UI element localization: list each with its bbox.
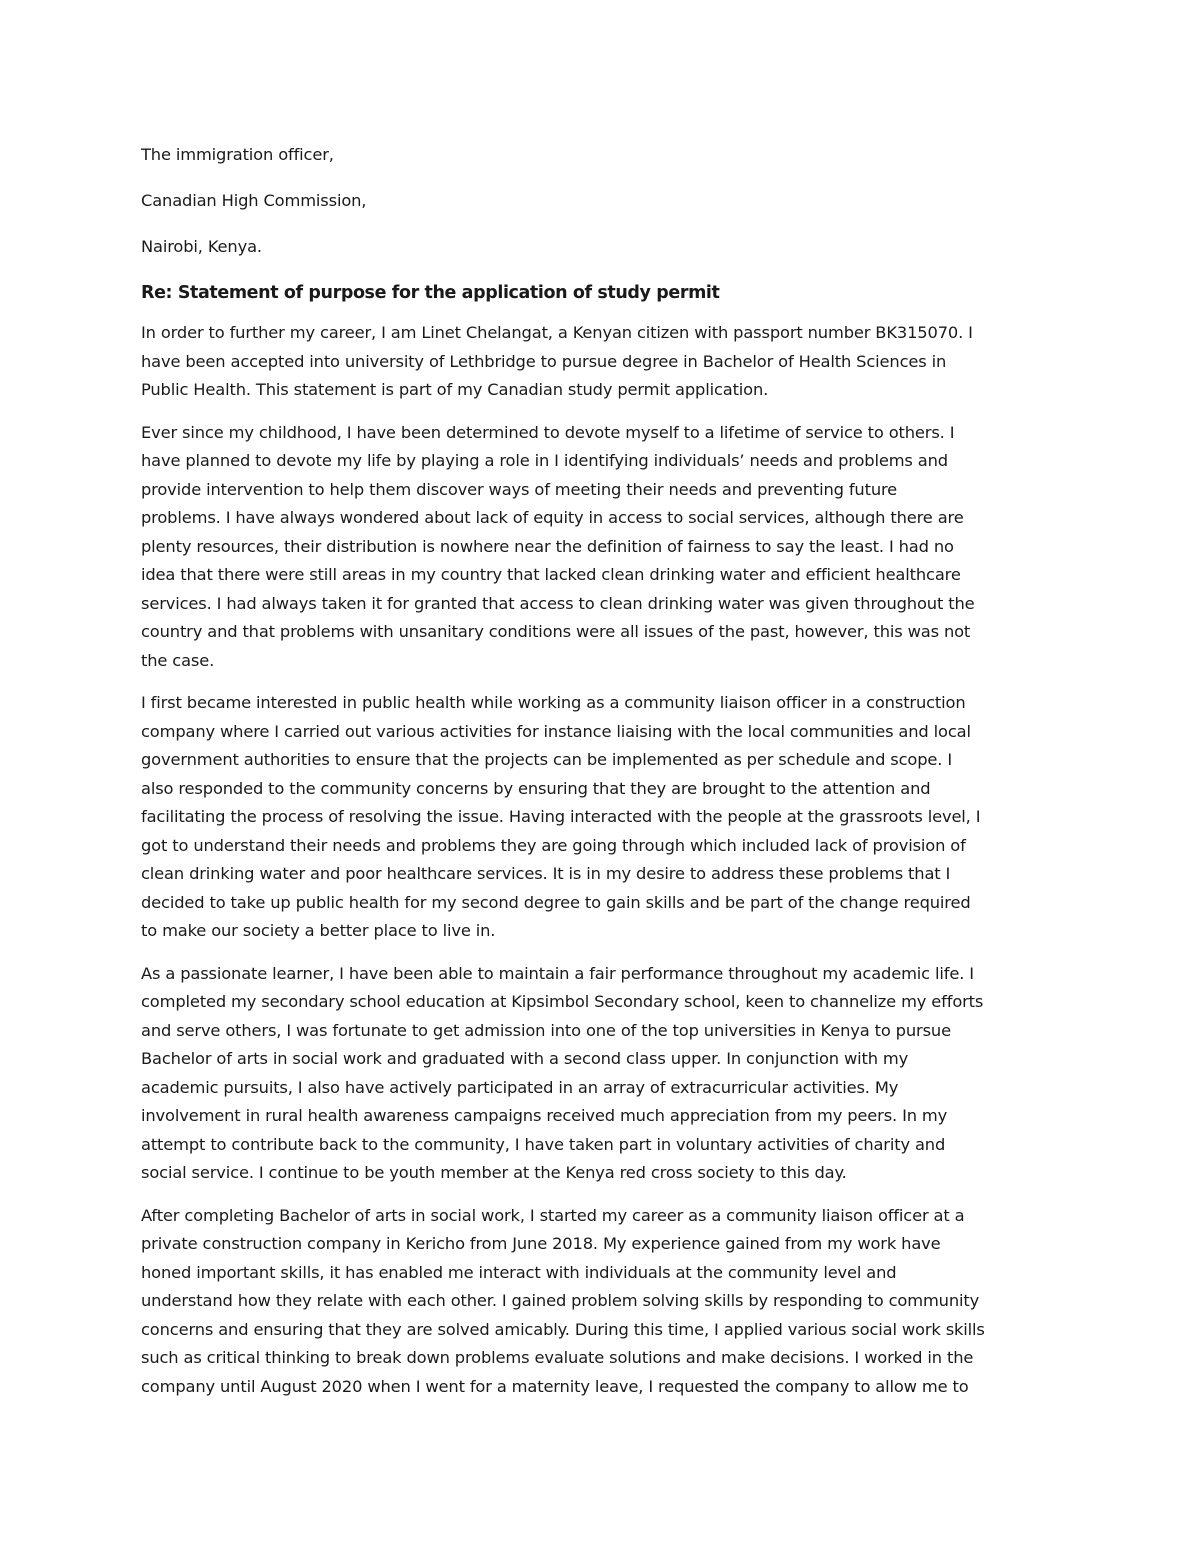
paragraph-line: understand how they relate with each other. I gained problem solving skills by responding to community [141,1291,980,1310]
paragraph-line: country and that problems with unsanitary conditions were all issues of the past, however, this was not [141,622,971,641]
paragraph-line: also responded to the community concerns by ensuring that they are brought to the attention and [141,778,931,798]
paragraph-line: provide intervention to help them discover ways of meeting their needs and preventing future [141,479,898,499]
paragraph-line: services. I had always taken it for granted that access to clean drinking water was given throughout the [141,593,975,613]
paragraph-line: facilitating the process of resolving the issue. Having interacted with the people at the grassroots level, I [141,807,981,826]
paragraph-line: academic pursuits, I also have actively participated in an array of extracurricular activities. My [141,1077,899,1097]
paragraph-line: As a passionate learner, I have been able to maintain a fair performance throughout my academic life. I [141,963,974,983]
paragraph-line: Bachelor of arts in social work and graduated with a second class upper. In conjunction with my [141,1049,909,1068]
paragraph-line: completed my secondary school education at Kipsimbol Secondary school, keen to channelize my efforts [141,992,984,1011]
paragraph-line: After completing Bachelor of arts in social work, I started my career as a community liaison officer at a [141,1205,965,1225]
paragraph-line: problems. I have always wondered about lack of equity in access to social services, although there are [141,508,964,527]
paragraph-line: Public Health. This statement is part of my Canadian study permit application. [141,380,769,399]
paragraphs-container [141,319,1061,1401]
paragraph-line: and serve others, I was fortunate to get admission into one of the top universities in Kenya to pursue [141,1020,951,1040]
paragraph-line: private construction company in Kericho from June 2018. My experience gained from my work have [141,1234,941,1253]
paragraph-line: such as critical thinking to break down problems evaluate solutions and make decisions. I worked in the [141,1348,974,1367]
paragraph-line: clean drinking water and poor healthcare services. It is in my desire to address these problems that I [141,864,951,883]
paragraph-line: company where I carried out various activities for instance liaising with the local communities and local [141,721,971,741]
recipient-organization: Canadian High Commission, [141,191,367,210]
paragraph-line: got to understand their needs and problems they are going through which included lack of provision of [141,835,966,855]
paragraph-1 [141,319,1061,405]
paragraph-line: idea that there were still areas in my country that lacked clean drinking water and efficient healthcare [141,565,961,584]
paragraph-line: I first became interested in public health while working as a community liaison officer in a construction [141,693,966,712]
paragraph-line: government authorities to ensure that the projects can be implemented as per schedule and scope. I [141,750,952,769]
paragraph-line: concerns and ensuring that they are solved amicably. During this time, I applied various social work skills [141,1319,985,1339]
paragraph-3 [141,689,1061,946]
paragraph-line: decided to take up public health for my second degree to gain skills and be part of the change required [141,892,971,912]
recipient-location: Nairobi, Kenya. [141,237,262,256]
paragraph-line: have planned to devote my life by playing a role in I identifying individuals’ needs and problems and [141,451,948,470]
subject-heading: Re: Statement of purpose for the application of study permit [141,283,720,303]
recipient-title: The immigration officer, [141,145,334,164]
paragraph-line: company until August 2020 when I went for a maternity leave, I requested the company to allow me to [141,1376,969,1396]
paragraph-line: social service. I continue to be youth member at the Kenya red cross society to this day. [141,1163,847,1182]
paragraph-line: plenty resources, their distribution is nowhere near the definition of fairness to say the least. I had no [141,536,954,556]
paragraph-line: In order to further my career, I am Linet Chelangat, a Kenyan citizen with passport number BK315070. I [141,323,973,342]
paragraph-line: involvement in rural health awareness campaigns received much appreciation from my peers. In my [141,1106,948,1125]
paragraph-line: have been accepted into university of Lethbridge to pursue degree in Bachelor of Health Sciences in [141,351,947,371]
paragraph-line: attempt to contribute back to the community, I have taken part in voluntary activities of charity and [141,1134,946,1154]
paragraph-line: honed important skills, it has enabled me interact with individuals at the community level and [141,1262,897,1282]
paragraph-4 [141,960,1061,1188]
paragraph-line: to make our society a better place to live in. [141,921,496,940]
paragraph-5 [141,1202,1061,1402]
paragraph-2 [141,419,1061,676]
paragraph-line: Ever since my childhood, I have been determined to devote myself to a lifetime of service to others. I [141,422,955,442]
letter-body [141,141,1061,1415]
paragraph-line: the case. [141,650,215,670]
